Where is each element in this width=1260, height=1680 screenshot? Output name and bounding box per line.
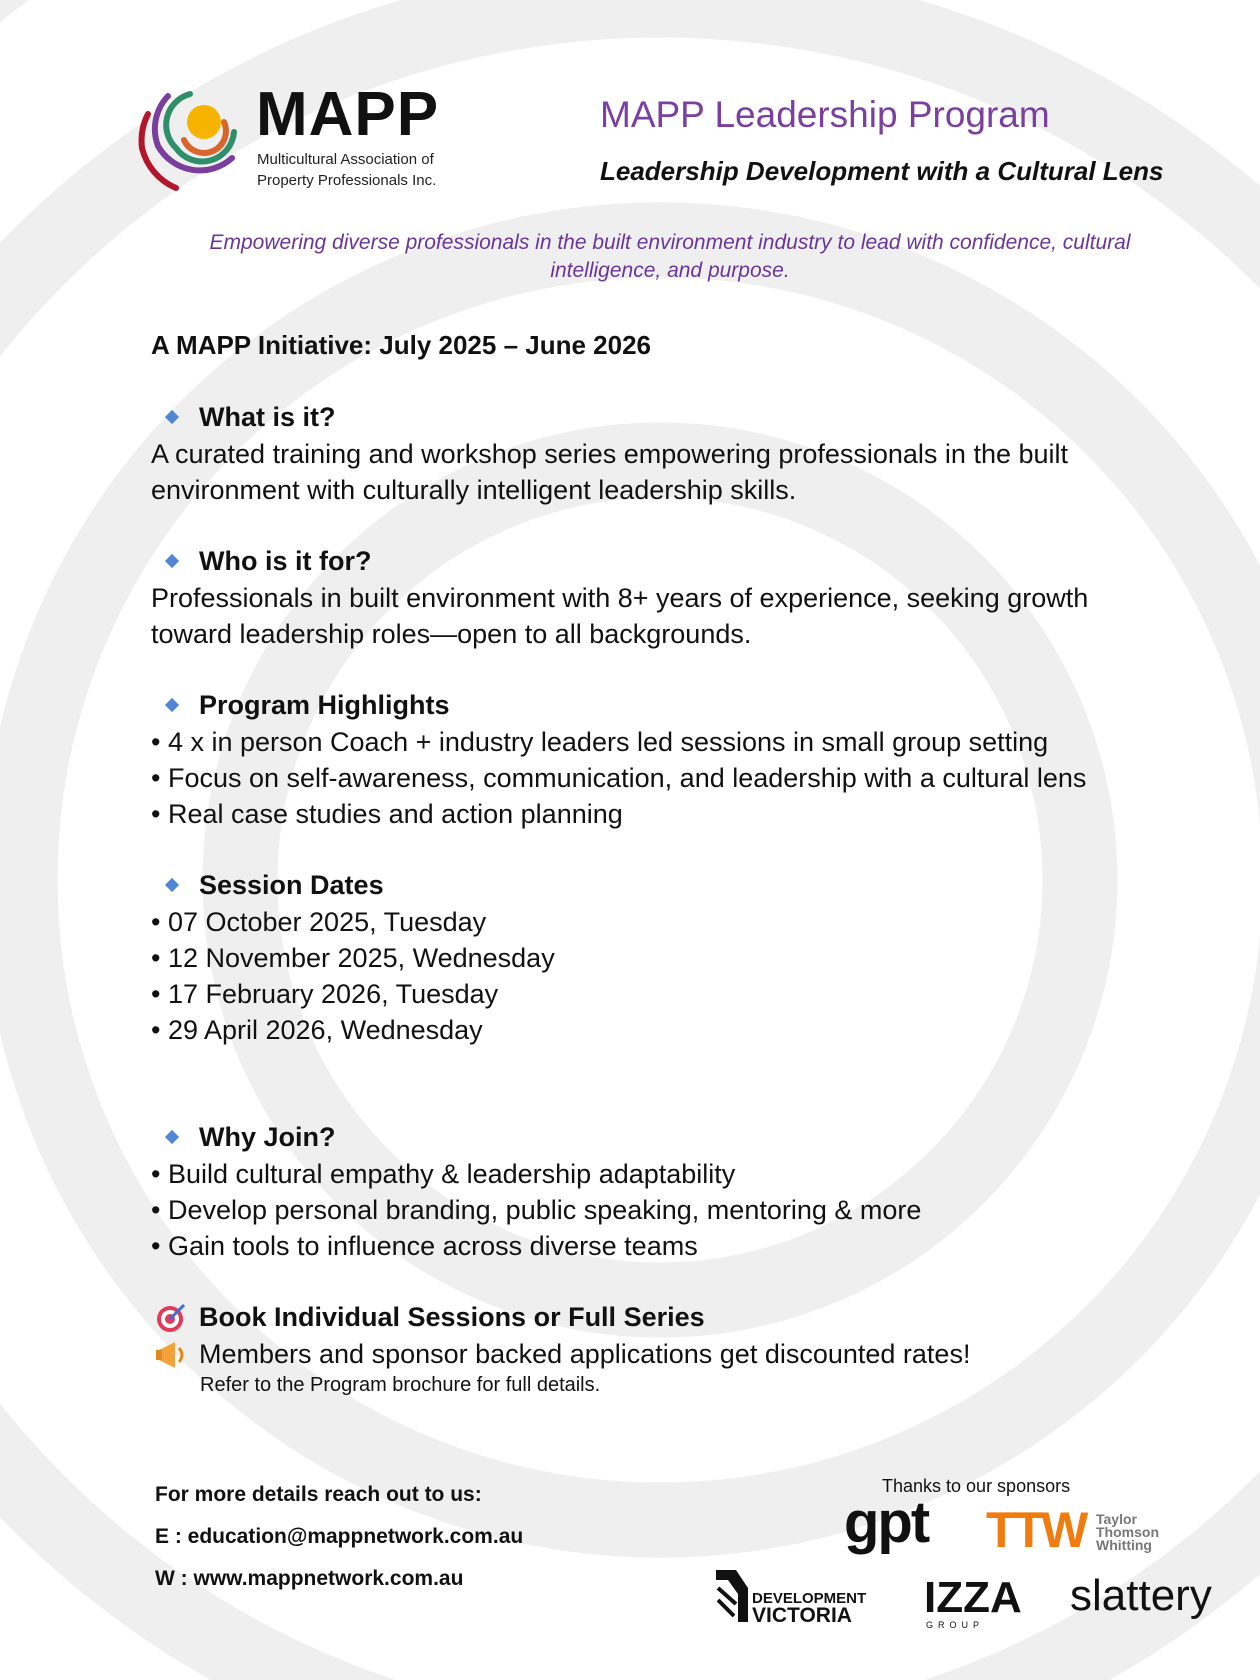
megaphone-icon xyxy=(155,1338,189,1372)
sponsor-logo-slattery: slattery xyxy=(1070,1571,1212,1620)
booking-heading: Book Individual Sessions or Full Series xyxy=(199,1302,705,1332)
diamond-bullet-icon xyxy=(165,1130,179,1144)
list-item: • 07 October 2025, Tuesday xyxy=(151,907,487,937)
sponsor-logo-development-victoria: DEVELOPMENT VICTORIA xyxy=(752,1590,867,1627)
section-heading-why: Why Join? xyxy=(199,1122,336,1152)
section-heading-who: Who is it for? xyxy=(199,546,372,576)
diamond-bullet-icon xyxy=(165,554,179,568)
list-item: • 17 February 2026, Tuesday xyxy=(151,979,499,1009)
diamond-bullet-icon xyxy=(165,878,179,892)
tagline: Empowering diverse professionals in the built environment industry to lead with confidence, cultural intelligence, and purpose. xyxy=(209,231,1131,282)
section-heading-what: What is it? xyxy=(199,402,336,432)
sponsors-label: Thanks to our sponsors xyxy=(882,1476,1071,1496)
contact-heading: For more details reach out to us: xyxy=(155,1483,482,1506)
initiative-heading: A MAPP Initiative: July 2025 – June 2026 xyxy=(151,330,652,360)
dates-list xyxy=(151,904,555,1048)
program-title: MAPP Leadership Program xyxy=(600,94,1050,135)
list-item: • Gain tools to influence across diverse teams xyxy=(151,1231,698,1261)
sponsor-logo-izza: IZZA xyxy=(924,1573,1022,1622)
sponsor-ttw-name: Taylor Thomson Whitting xyxy=(1096,1511,1159,1553)
highlights-list xyxy=(151,724,1086,832)
list-item: • Real case studies and action planning xyxy=(151,799,623,829)
sponsor-logo-ttw: TTW xyxy=(986,1502,1086,1558)
list-item: • Focus on self-awareness, communication, and leadership with a cultural lens xyxy=(151,763,1087,793)
section-heading-dates: Session Dates xyxy=(199,870,384,900)
target-icon xyxy=(155,1302,187,1334)
development-victoria-mark-icon xyxy=(714,1568,754,1624)
logo-wordmark: MAPP xyxy=(256,80,440,149)
contact-website[interactable]: W : www.mappnetwork.com.au xyxy=(155,1567,464,1590)
diamond-bullet-icon xyxy=(165,698,179,712)
program-subtitle: Leadership Development with a Cultural Lens xyxy=(600,156,1164,186)
section-body-who: Professionals in built environment with 8+ years of experience, seeking growth toward leadership roles—open to all backgrounds. xyxy=(151,583,1089,649)
list-item: • 4 x in person Coach + industry leaders led sessions in small group setting xyxy=(151,727,1049,757)
list-item: • 12 November 2025, Wednesday xyxy=(151,943,555,973)
list-item: • Develop personal branding, public speaking, mentoring & more xyxy=(151,1195,922,1225)
contact-email[interactable]: E : education@mappnetwork.com.au xyxy=(155,1525,524,1548)
sponsor-izza-sub: GROUP xyxy=(926,1620,985,1630)
logo-subtitle: Multicultural Association of Property Professionals Inc. xyxy=(257,151,437,189)
brochure-note: Refer to the Program brochure for full details. xyxy=(200,1374,601,1396)
diamond-bullet-icon xyxy=(165,410,179,424)
mapp-logo-icon xyxy=(128,88,240,196)
section-body-what: A curated training and workshop series empowering professionals in the built environment with culturally intelligent leadership skills. xyxy=(151,439,1069,505)
list-item: • 29 April 2026, Wednesday xyxy=(151,1015,483,1045)
why-list xyxy=(151,1156,921,1264)
discount-text: Members and sponsor backed applications get discounted rates! xyxy=(199,1339,971,1369)
list-item: • Build cultural empathy & leadership adaptability xyxy=(151,1159,736,1189)
section-heading-highlights: Program Highlights xyxy=(199,690,450,720)
sponsor-logo-gpt: gpt xyxy=(844,1490,929,1555)
